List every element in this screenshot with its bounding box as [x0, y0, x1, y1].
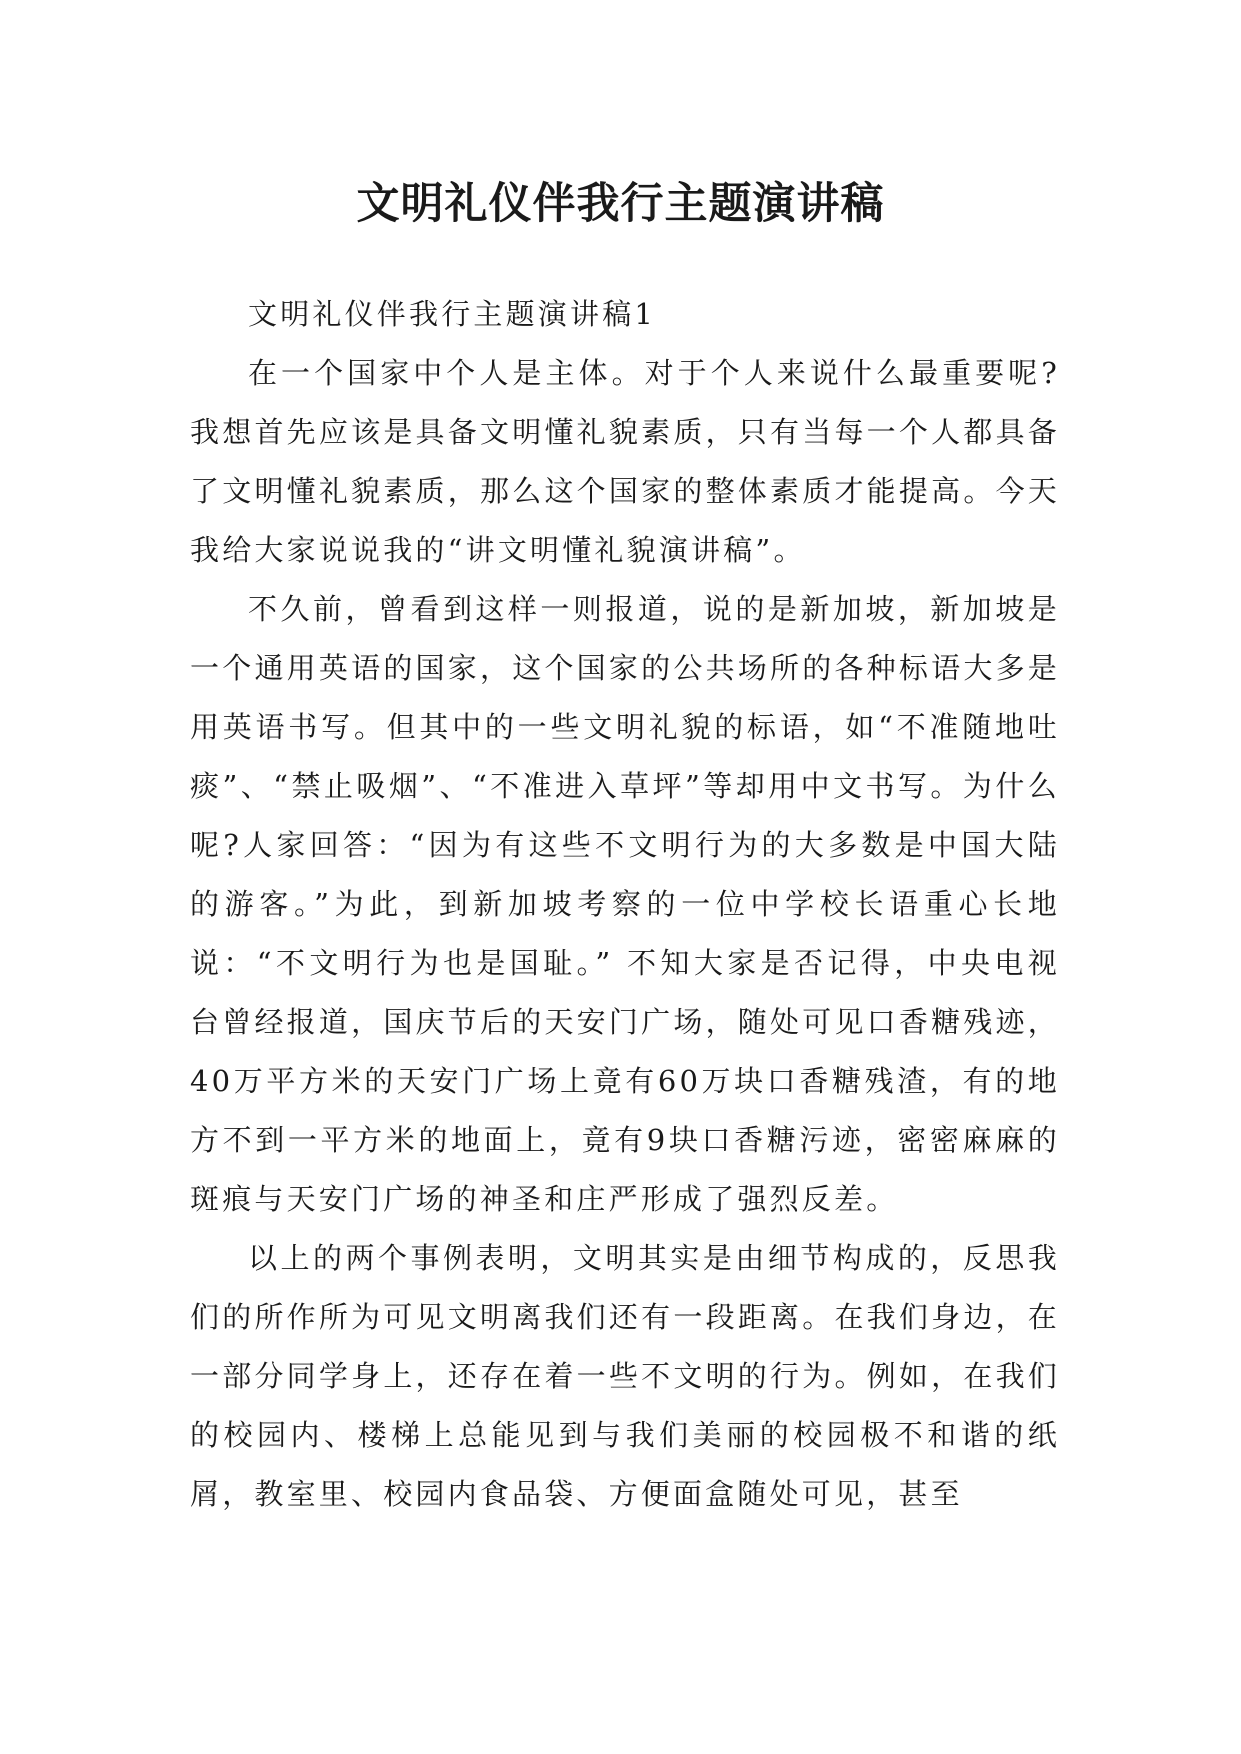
body-paragraph: 以上的两个事例表明，文明其实是由细节构成的，反思我们的所作所为可见文明离我们还有一段距离。在我们身边，在一部分同学身上，还存在着一些不文明的行为。例如，在我们的校园内、楼梯上总能见到与我们美丽的校园极不和谐的纸屑，教室里、校园内食品袋、方便面盒随处可见，甚至: [190, 1241, 1060, 1511]
body-paragraph: 不久前，曾看到这样一则报道，说的是新加坡，新加坡是一个通用英语的国家，这个国家的公共场所的各种标语大多是用英语书写。但其中的一些文明礼貌的标语，如“不准随地吐痰”、“禁止吸烟”、“不准进入草坪”等却用中文书写。为什么呢?人家回答：“因为有这些不文明行为的大多数是中国大陆的游客。”为此，到新加坡考察的一位中学校长语重心长地说：“不文明行为也是国耻。” 不知大家是否记得，中央电视台曾经报道，国庆节后的天安门广场，随处可见口香糖残迹，40万平方米的天安门广场上竟有60万块口香糖残渣，有的地方不到一平方米的地面上，竟有9块口香糖污迹，密密麻麻的斑痕与天安门广场的神圣和庄严形成了强烈反差。: [190, 592, 1060, 1216]
section-heading: 文明礼仪伴我行主题演讲稿1: [248, 297, 657, 331]
document-title: 文明礼仪伴我行主题演讲稿: [356, 178, 885, 229]
document-body: [190, 285, 1060, 1524]
body-paragraph: 在一个国家中个人是主体。对于个人来说什么最重要呢?我想首先应该是具备文明懂礼貌素质，只有当每一个人都具备了文明懂礼貌素质，那么这个国家的整体素质才能提高。今天我给大家说说我的“讲文明懂礼貌演讲稿”。: [190, 356, 1060, 567]
